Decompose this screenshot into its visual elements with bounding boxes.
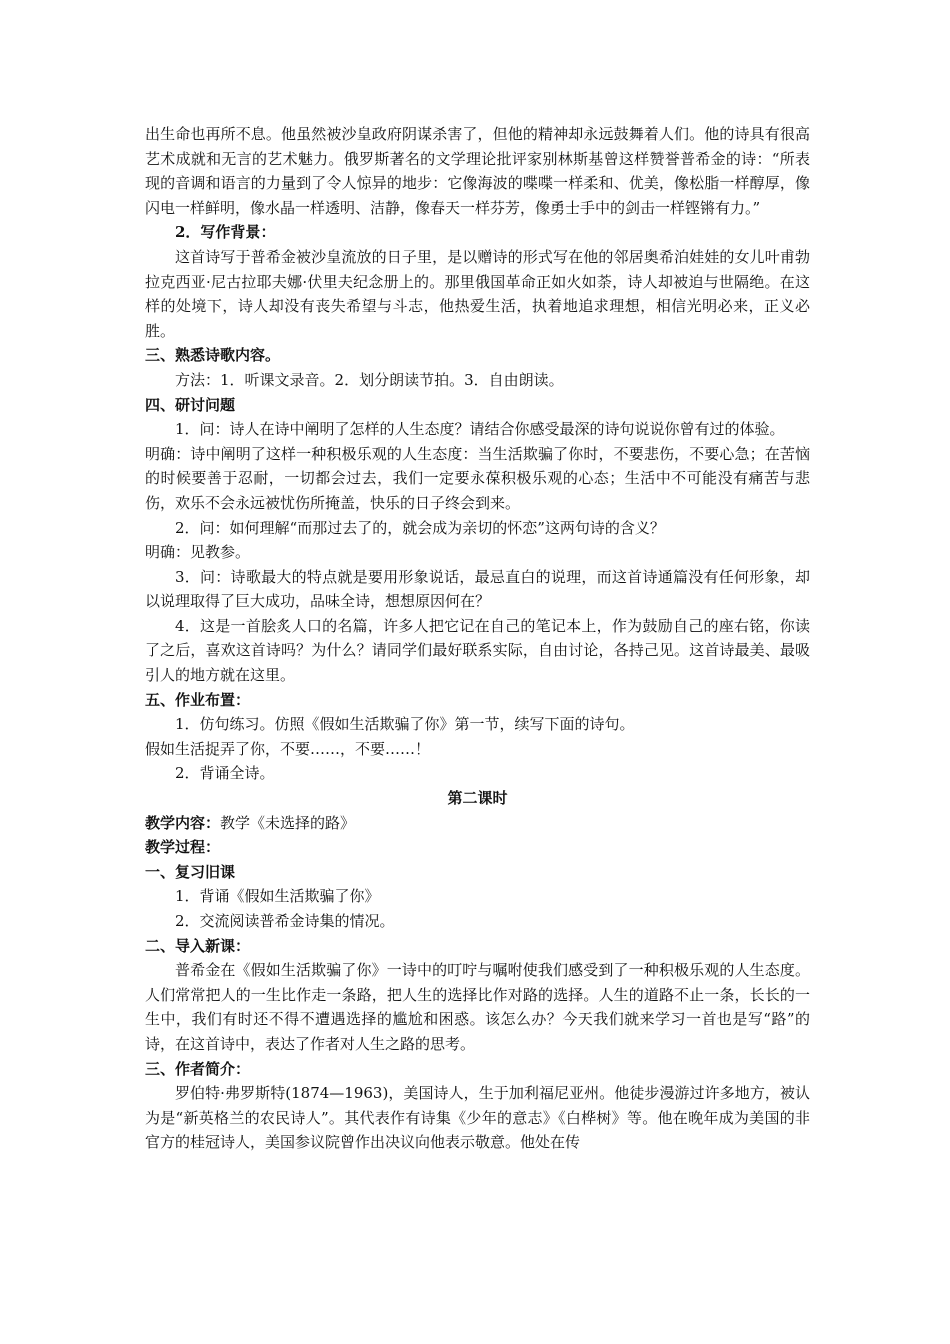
heading-author-bio: 三、作者简介： [145,1059,251,1078]
heading-section-five: 五、作业布置： [145,690,251,709]
paragraph-pushkin-spirit: 出生命也再所不息。他虽然被沙皇政府阴谋杀害了，但他的精神却永远鼓舞着人们。他的诗具有很高艺术成就和无言的艺术魅力。俄罗斯著名的文学理论批评家别林斯基曾这样赞誉普希金的诗：“所表现的音调和语言的力量到了令人惊异的地步：它像海波的喋喋一样柔和、优美，像松脂一样醇厚，像闪电一样鲜明，像水晶一样透明、洁静，像春天一样芬芳，像勇士手中的剑击一样铿锵有力。” [145,125,810,217]
paragraph-homework-2: 2．背诵全诗。 [175,764,275,783]
paragraph-teaching-content [145,811,810,836]
paragraph-answer-2: 明确：见教参。 [145,543,251,562]
heading-review: 一、复习旧课 [145,862,236,881]
paragraph-method: 方法：1．听课文录音。2．划分朗读节拍。3．自由朗读。 [175,370,564,389]
paragraph-homework-template: 假如生活捉弄了你，不要……，不要……！ [145,739,431,758]
paragraph-author-bio: 罗伯特·弗罗斯特(1874—1963)，美国诗人，生于加利福尼亚州。他徒步漫游过许多地方，被认为是“新英格兰的农民诗人”。其代表作有诗集《少年的意志》《白桦树》等。他在晚年成为美国的非官方的桂冠诗人，美国参议院曾作出决议向他表示敬意。他处在传 [145,1084,810,1152]
label-teaching-content: 教学内容： [145,813,221,832]
paragraph-question-4: 4．这是一首脍炙人口的名篇，许多人把它记在自己的笔记本上，作为鼓励自己的座右铭，你读了之后，喜欢这首诗吗？为什么？请同学们最好联系实际，自由讨论，各持己见。这首诗最美、最吸引人的地方就在这里。 [145,616,810,685]
paragraph-question-1: 1．问：诗人在诗中阐明了怎样的人生态度？请结合你感受最深的诗句说说你曾有过的体验。 [175,420,785,439]
paragraph-answer-1: 明确：诗中阐明了这样一种积极乐观的人生态度：当生活欺骗了你时，不要悲伤，不要心急；在苦恼的时候要善于忍耐，一切都会过去，我们一定要永葆积极乐观的心态；生活中不可能没有痛苦与悲伤，欢乐不会永远被忧伤所掩盖，快乐的日子终会到来。 [145,444,810,512]
paragraph-question-2: 2．问：如何理解“而那过去了的，就会成为亲切的怀恋”这两句诗的含义？ [175,518,665,537]
paragraph-introduction: 普希金在《假如生活欺骗了你》一诗中的叮咛与嘱咐使我们感受到了一种积极乐观的人生态度。人们常常把人的一生比作走一条路，把人生的选择比作对路的选择。人生的道路不止一条，长长的一生中，我们有时还不得不遭遇选择的尴尬和困惑。该怎么办？今天我们就来学习一首也是写“路”的诗，在这首诗中，表达了作者对人生之路的思考。 [145,961,810,1053]
value-teaching-content: 教学《未选择的路》 [220,813,356,832]
paragraph-homework-1: 1．仿句练习。仿照《假如生活欺骗了你》第一节，续写下面的诗句。 [175,715,635,734]
paragraph-review-1: 1．背诵《假如生活欺骗了你》 [175,887,380,906]
heading-second-lesson: 第二课时 [447,789,508,808]
paragraph-writing-background: 这首诗写于普希金被沙皇流放的日子里，是以赠诗的形式写在他的邻居奥希泊娃娃的女儿叶甫勃拉克西亚·尼古拉耶夫娜·伏里夫纪念册上的。那里俄国革命正如火如荼，诗人却被迫与世隔绝。在这样的处境下，诗人却没有丧失希望与斗志，他热爱生活，执着地追求理想，相信光明必来，正义必胜。 [145,247,810,340]
paragraph-review-2: 2．交流阅读普希金诗集的情况。 [175,912,395,930]
heading-introduction: 二、导入新课： [145,936,251,955]
document-body [145,122,810,1155]
heading-teaching-process: 教学过程： [145,838,221,857]
heading-writing-background: 2．写作背景： [175,223,276,242]
paragraph-question-3: 3．问：诗歌最大的特点就是要用形象说话，最忌直白的说理，而这首诗通篇没有任何形象，却以说理取得了巨大成功，品味全诗，想想原因何在？ [145,567,810,611]
heading-section-three: 三、熟悉诗歌内容。 [145,346,281,365]
heading-section-four: 四、研讨问题 [145,395,236,414]
